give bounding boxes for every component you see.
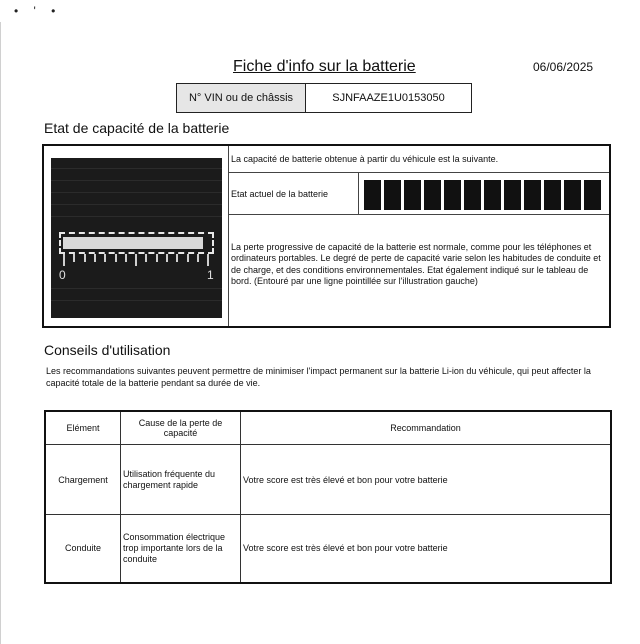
battery-segment (564, 180, 581, 210)
gauge-tick (73, 254, 75, 262)
advice-heading: Conseils d'utilisation (44, 342, 171, 358)
row-element: Chargement (45, 445, 121, 515)
capacity-panel (42, 144, 611, 328)
battery-segment (504, 180, 521, 210)
row-recommendation: Votre score est très élevé et bon pour votre batterie (241, 515, 612, 583)
battery-segment-bar (364, 180, 601, 210)
gauge-fill-bar (63, 237, 203, 249)
battery-segment (524, 180, 541, 210)
battery-segment (364, 180, 381, 210)
battery-state-label: Etat actuel de la batterie (231, 189, 329, 199)
document-date: 06/06/2025 (533, 60, 594, 74)
table-row (45, 515, 611, 583)
battery-segment (424, 180, 441, 210)
gauge-tick (197, 254, 199, 262)
gauge-tick (63, 254, 65, 266)
gauge-tick (115, 254, 117, 262)
gauge-tick (187, 254, 189, 262)
page-edge (0, 22, 1, 644)
capacity-explanation: La perte progressive de capacité de la batterie est normale, comme pour les téléphones et ordinateurs portables. Le degré de perte de capacité varie selon les habitudes de conduite et de charge, et des conditions environnementales. Etat également indiqué sur le tableau de bord. (Entouré par une ligne pointillée sur l'illustration gauche) (231, 242, 601, 286)
row-cause: Utilisation fréquente du chargement rapide (121, 445, 241, 515)
battery-segment (464, 180, 481, 210)
gauge-tick (156, 254, 158, 262)
capacity-heading: Etat de capacité de la batterie (44, 120, 230, 136)
gauge-tick (125, 254, 127, 262)
recommendation-table (44, 410, 612, 584)
gauge-max-label: 1 (207, 268, 214, 282)
header-cause: Cause de la perte de capacité (121, 411, 241, 445)
row-cause: Consommation électrique trop importante lors de la conduite (121, 515, 241, 583)
battery-segment (384, 180, 401, 210)
header-element: Elément (45, 411, 121, 445)
header-recommendation: Recommandation (241, 411, 612, 445)
gauge-tick (145, 254, 147, 262)
vin-label: N° VIN ou de châssis (177, 84, 306, 112)
scan-specks: • ' • (14, 4, 62, 18)
table-row (45, 445, 611, 515)
battery-segment (484, 180, 501, 210)
battery-segment (584, 180, 601, 210)
gauge-tick (84, 254, 86, 262)
gauge-tick (176, 254, 178, 262)
gauge-tick (104, 254, 106, 262)
vin-box (176, 83, 472, 113)
capacity-intro: La capacité de batterie obtenue à partir du véhicule est la suivante. (231, 154, 499, 164)
dashboard-gauge-illustration (51, 158, 222, 318)
battery-segment (544, 180, 561, 210)
vin-value: SJNFAAZE1U0153050 (332, 92, 445, 104)
battery-segment (404, 180, 421, 210)
page-title: Fiche d'info sur la batterie (233, 58, 416, 75)
row-recommendation: Votre score est très élevé et bon pour votre batterie (241, 445, 612, 515)
gauge-tick (207, 254, 209, 266)
gauge-tick (166, 254, 168, 262)
battery-segment (444, 180, 461, 210)
gauge-tick (94, 254, 96, 262)
row-element: Conduite (45, 515, 121, 583)
advice-text: Les recommandations suivantes peuvent permettre de minimiser l'impact permanent sur la batterie Li-ion du véhicule, qui peut affecter la capacité totale de la batterie pendant sa durée de vie. (46, 366, 591, 388)
table-header-row (45, 411, 611, 445)
gauge-tick (135, 254, 137, 266)
gauge-min-label: 0 (59, 268, 66, 282)
